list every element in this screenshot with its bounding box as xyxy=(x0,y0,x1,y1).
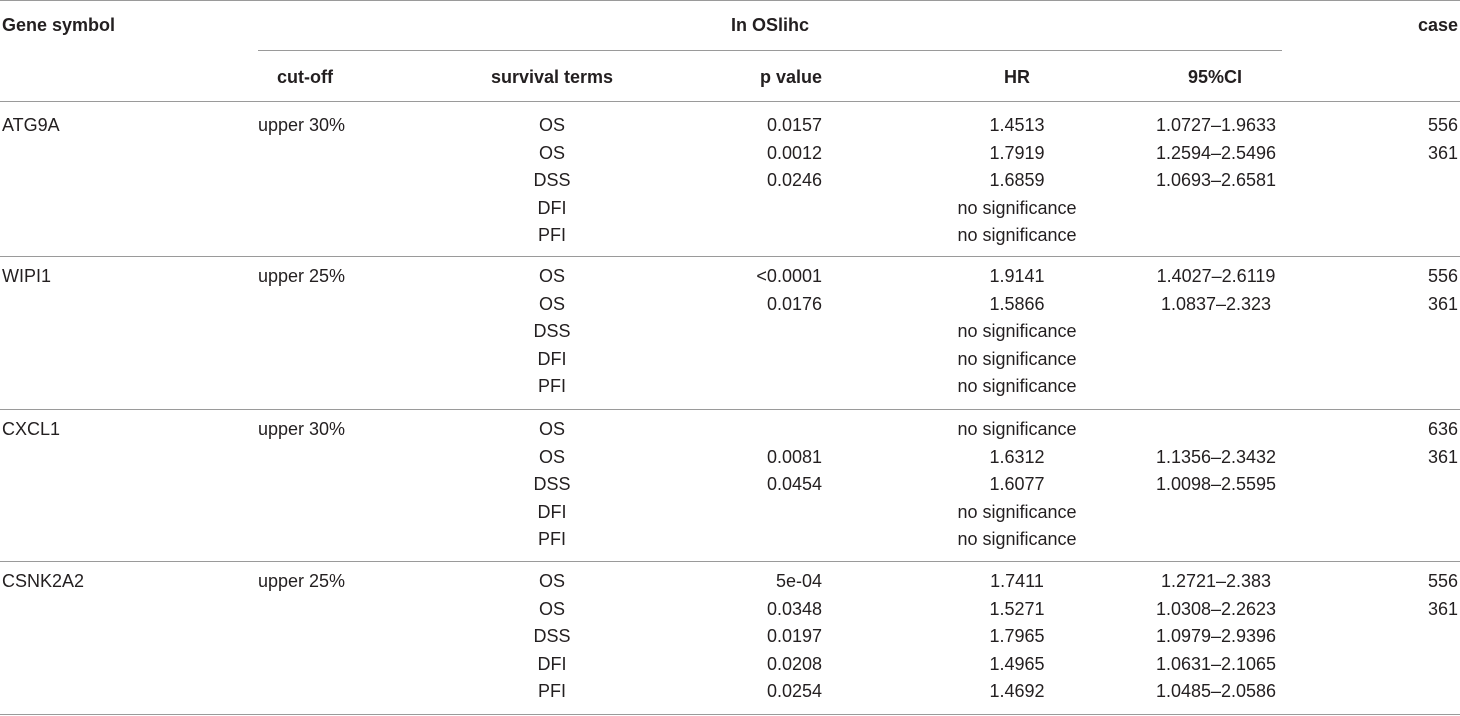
header-bottom-rule xyxy=(0,101,1460,102)
case-count: 636 xyxy=(1427,419,1458,439)
ci-value: 1.0308–2.2623 xyxy=(1155,599,1277,619)
ci-value: 1.0693–2.6581 xyxy=(1155,170,1277,190)
p-value: 0.0246 xyxy=(766,170,822,190)
gene-symbol: ATG9A xyxy=(2,115,60,135)
table-bottom-rule xyxy=(0,714,1460,715)
cutoff-value: upper 25% xyxy=(258,266,346,286)
survival-term: DSS xyxy=(533,170,571,190)
ci-value: 1.1356–2.3432 xyxy=(1155,447,1277,467)
survival-term: OS xyxy=(538,294,566,314)
survival-term: DFI xyxy=(537,654,567,674)
case-count: 556 xyxy=(1427,266,1458,286)
group-separator-rule xyxy=(0,256,1460,257)
survival-term: OS xyxy=(538,419,566,439)
case-count: 556 xyxy=(1427,571,1458,591)
survival-term: DFI xyxy=(537,198,567,218)
hr-value: no significance xyxy=(957,529,1077,549)
p-value: 0.0197 xyxy=(766,626,822,646)
survival-term: OS xyxy=(538,599,566,619)
table-top-rule xyxy=(0,0,1460,1)
survival-term: DFI xyxy=(537,349,567,369)
case-count: 361 xyxy=(1427,294,1458,314)
ci-value: 1.4027–2.6119 xyxy=(1156,266,1276,286)
ci-value: 1.2721–2.383 xyxy=(1160,571,1272,591)
header-case: case xyxy=(1417,15,1458,35)
survival-term: OS xyxy=(538,115,566,135)
ci-value: 1.0837–2.323 xyxy=(1160,294,1272,314)
hr-value: no significance xyxy=(957,321,1077,341)
p-value: 0.0348 xyxy=(766,599,822,619)
p-value: 0.0081 xyxy=(766,447,822,467)
hr-value: 1.6859 xyxy=(989,170,1045,190)
p-value: 0.0012 xyxy=(766,143,822,163)
survival-term: PFI xyxy=(537,529,567,549)
survival-term: PFI xyxy=(537,681,567,701)
hr-value: no significance xyxy=(957,376,1077,396)
group-header-rule xyxy=(258,50,1282,51)
p-value: 0.0176 xyxy=(766,294,822,314)
case-count: 556 xyxy=(1427,115,1458,135)
hr-value: 1.5271 xyxy=(989,599,1045,619)
hr-value: no significance xyxy=(957,198,1077,218)
survival-term: OS xyxy=(538,266,566,286)
survival-term: OS xyxy=(538,143,566,163)
survival-term: OS xyxy=(538,447,566,467)
case-count: 361 xyxy=(1427,599,1458,619)
survival-term: DFI xyxy=(537,502,567,522)
hr-value: 1.5866 xyxy=(989,294,1045,314)
hr-value: no significance xyxy=(957,349,1077,369)
survival-term: PFI xyxy=(537,376,567,396)
hr-value: 1.4692 xyxy=(989,681,1045,701)
hr-value: 1.4965 xyxy=(989,654,1045,674)
header-ci: 95%CI xyxy=(1187,67,1243,87)
hr-value: 1.6312 xyxy=(989,447,1045,467)
header-hr: HR xyxy=(1004,67,1030,87)
survival-term: DSS xyxy=(533,626,571,646)
p-value: <0.0001 xyxy=(756,266,822,286)
hr-value: no significance xyxy=(957,225,1077,245)
hr-value: no significance xyxy=(957,419,1077,439)
header-p-value: p value xyxy=(759,67,822,87)
hr-value: 1.4513 xyxy=(989,115,1045,135)
header-group: In OSlihc xyxy=(730,15,810,35)
header-survival-terms: survival terms xyxy=(490,67,614,87)
hr-value: no significance xyxy=(957,502,1077,522)
header-cutoff: cut-off xyxy=(277,67,333,87)
p-value: 0.0208 xyxy=(766,654,822,674)
ci-value: 1.0727–1.9633 xyxy=(1155,115,1277,135)
hr-value: 1.6077 xyxy=(989,474,1045,494)
p-value: 5e-04 xyxy=(775,571,822,591)
hr-value: 1.7411 xyxy=(990,571,1044,591)
p-value: 0.0254 xyxy=(766,681,822,701)
cutoff-value: upper 25% xyxy=(258,571,346,591)
ci-value: 1.2594–2.5496 xyxy=(1155,143,1277,163)
ci-value: 1.0098–2.5595 xyxy=(1155,474,1277,494)
p-value: 0.0157 xyxy=(766,115,822,135)
p-value: 0.0454 xyxy=(766,474,822,494)
hr-value: 1.7965 xyxy=(989,626,1045,646)
ci-value: 1.0631–2.1065 xyxy=(1155,654,1277,674)
cutoff-value: upper 30% xyxy=(258,115,346,135)
hr-value: 1.7919 xyxy=(989,143,1045,163)
group-separator-rule xyxy=(0,409,1460,410)
ci-value: 1.0979–2.9396 xyxy=(1155,626,1277,646)
case-count: 361 xyxy=(1427,447,1458,467)
survival-term: DSS xyxy=(533,321,571,341)
survival-term: DSS xyxy=(533,474,571,494)
survival-term: PFI xyxy=(537,225,567,245)
gene-symbol: CSNK2A2 xyxy=(2,571,85,591)
group-separator-rule xyxy=(0,561,1460,562)
header-gene-symbol: Gene symbol xyxy=(2,15,116,35)
hr-value: 1.9141 xyxy=(989,266,1045,286)
survival-term: OS xyxy=(538,571,566,591)
gene-symbol: WIPI1 xyxy=(2,266,52,286)
gene-symbol: CXCL1 xyxy=(2,419,61,439)
ci-value: 1.0485–2.0586 xyxy=(1155,681,1277,701)
cutoff-value: upper 30% xyxy=(258,419,346,439)
case-count: 361 xyxy=(1427,143,1458,163)
